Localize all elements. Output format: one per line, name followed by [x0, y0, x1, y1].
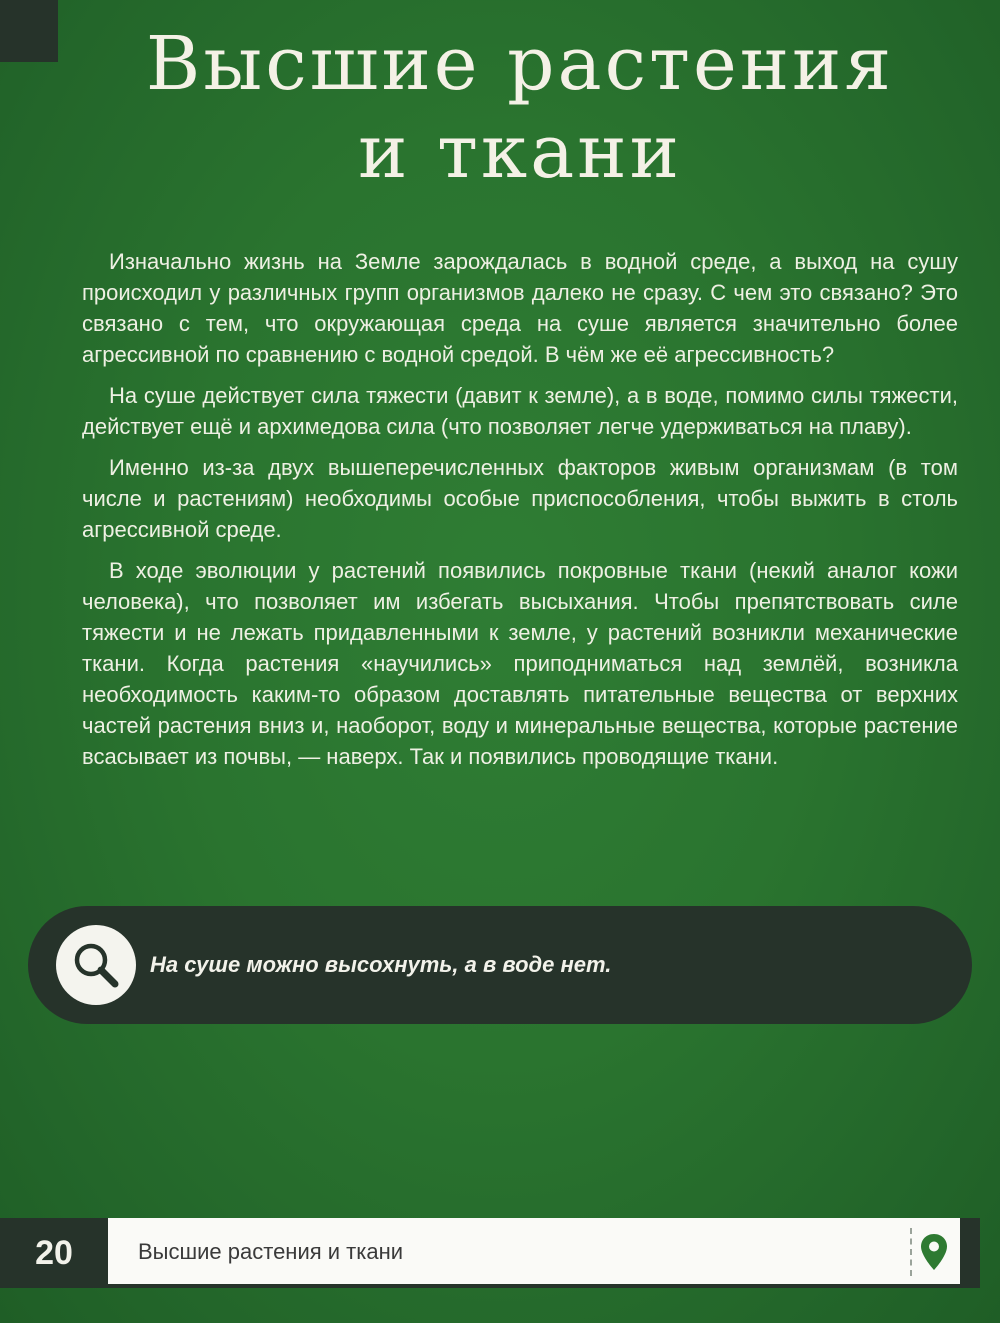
title-line-2: и ткани: [358, 109, 682, 195]
footer-title-bar: [108, 1218, 960, 1284]
title-line-1: Высшие растения: [145, 21, 895, 107]
paragraph-2: На суше действует сила тяжести (давит к земле), а в воде, помимо силы тяжести, действует ещё и архимедова сила (что позволяет легче удерживаться на плаву).: [82, 383, 958, 439]
callout-box: [28, 906, 972, 1024]
page-title: [80, 20, 960, 196]
corner-tab-decoration: [0, 0, 58, 62]
magnifier-icon: [56, 925, 136, 1005]
footer-divider: [910, 1228, 912, 1276]
callout-text: На суше можно высохнуть, а в воде нет.: [150, 952, 612, 977]
map-pin-icon: [920, 1233, 948, 1275]
paragraph-1: Изначально жизнь на Земле зарождалась в водной среде, а выход на сушу происходил у различных групп организмов далеко не сразу. С чем это связано? Это связано с тем, что окружающая среда на суше является значительно более агрессивной по сравнению с водной средой. В чём же её агрессивность?: [82, 249, 958, 367]
body-text: [82, 246, 958, 782]
footer-section-title: Высшие растения и ткани: [138, 1239, 404, 1264]
page-number: 20: [35, 1234, 73, 1272]
paragraph-3: Именно из-за двух вышеперечисленных факторов живым организмам (в том числе и растениям) необходимы особые приспособления, чтобы выжить в столь агрессивной среде.: [82, 455, 958, 542]
paragraph-4: В ходе эволюции у растений появились покровные ткани (некий аналог кожи человека), что позволяет им избегать высыхания. Чтобы препятствовать силе тяжести и не лежать придавленными к земле, у растений возникли механические ткани. Когда растения «научились» приподниматься над землёй, возникла необходимость каким-то образом доставлять питательные вещества от верхних частей растения вниз и, наоборот, воду и минеральные вещества, которые растение всасывает из почвы, — наверх. Так и появились проводящие ткани.: [82, 558, 958, 769]
page-footer: [0, 1218, 980, 1288]
